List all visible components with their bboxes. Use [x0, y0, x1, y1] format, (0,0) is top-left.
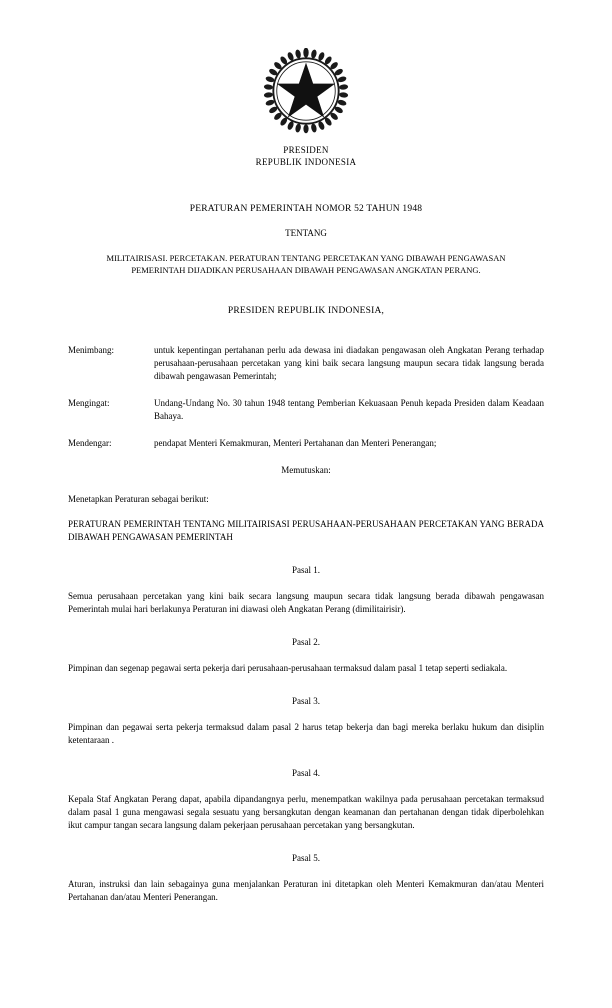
clause-label: Mengingat:	[68, 398, 110, 408]
clause-text: pendapat Menteri Kemakmuran, Menteri Pertahanan dan Menteri Penerangan;	[154, 438, 437, 448]
document-body	[0, 344, 612, 904]
emblem-container	[0, 0, 612, 134]
emblem-caption	[0, 144, 612, 168]
memutuskan-heading: Memutuskan:	[281, 465, 331, 475]
clause-mengingat	[68, 397, 544, 423]
regulation-subject: MILITAIRISASI. PERCETAKAN. PERATURAN TENTANG PERCETAKAN YANG DIBAWAH PENGAWASAN PEMERINTAH DIJADIKAN PERUSAHAAN DIBAWAH PENGAWASAN ANGKATAN PERANG.	[106, 253, 506, 275]
tentang-label: TENTANG	[285, 228, 327, 238]
clause-mendengar	[68, 437, 544, 450]
article-text-5: Aturan, instruksi dan lain sebagainya guna menjalankan Peraturan ini ditetapkan oleh Menteri Kemakmuran dan/atau Menteri Pertahanan dan/atau Menteri Penerangan.	[68, 879, 544, 902]
article-text-1: Semua perusahaan percetakan yang kini baik secara langsung maupun secara tidak langsung berada dibawah pengawasan Pemerintah mulai hari berlakunya Peraturan ini diawasi oleh Angkatan Perang (dimilitairisir).	[68, 591, 544, 614]
article-text-2: Pimpinan dan segenap pegawai serta pekerja dari perusahaan-perusahaan termaksud dalam pasal 1 tetap seperti sediakala.	[68, 663, 508, 673]
clause-text: Undang-Undang No. 30 tahun 1948 tentang Pemberian Kekuasaan Penuh kepada Presiden dalam Keadaan Bahaya.	[154, 398, 544, 421]
emblem-caption-line1: PRESIDEN	[283, 145, 329, 155]
article-heading-4: Pasal 4.	[292, 768, 320, 778]
document-title-block	[0, 202, 612, 276]
article-heading-3: Pasal 3.	[292, 696, 320, 706]
issuing-authority: PRESIDEN REPUBLIK INDONESIA,	[227, 306, 385, 316]
article-text-3: Pimpinan dan pegawai serta pekerja termaksud dalam pasal 2 harus tetap bekerja dan bagi mereka berlaku hukum dan disiplin ketentaraan .	[68, 722, 544, 745]
clause-label: Menimbang:	[68, 345, 114, 355]
clause-label: Mendengar:	[68, 438, 112, 448]
article-heading-2: Pasal 2.	[292, 637, 320, 647]
clause-menimbang	[68, 344, 544, 383]
clause-text: untuk kepentingan pertahanan perlu ada dewasa ini diadakan pengawasan oleh Angkatan Perang terhadap perusahaan-perusahaan percetakan yang kini baik secara langsung maupun secara tidak langsung berada dibawah pengawasan Pemerintah;	[154, 345, 544, 381]
regulation-number-title: PERATURAN PEMERINTAH NOMOR 52 TAHUN 1948	[189, 204, 423, 214]
article-heading-5: Pasal 5.	[292, 853, 320, 863]
emblem-caption-line2: REPUBLIK INDONESIA	[255, 157, 357, 167]
menetapkan-line: Menetapkan Peraturan sebagai berikut:	[68, 494, 209, 504]
decree-title: PERATURAN PEMERINTAH TENTANG MILITAIRISASI PERUSAHAAN-PERUSAHAAN PERCETAKAN YANG BERADA DIBAWAH PENGAWASAN PEMERINTAH	[68, 519, 544, 542]
article-text-4: Kepala Staf Angkatan Perang dapat, apabila dipandangnya perlu, menempatkan wakilnya pada perusahaan percetakan termaksud dalam pasal 1 guna mengawasi segala sesuatu yang bersangkutan dengan keamanan dan pertahanan dengan tidak diperbolehkan ikut campur tangan secara langsung dalam pekerjaan perusahaan percetakan yang bersangkutan.	[68, 794, 544, 830]
garuda-star-wreath-icon	[263, 48, 349, 134]
article-heading-1: Pasal 1.	[292, 565, 320, 575]
